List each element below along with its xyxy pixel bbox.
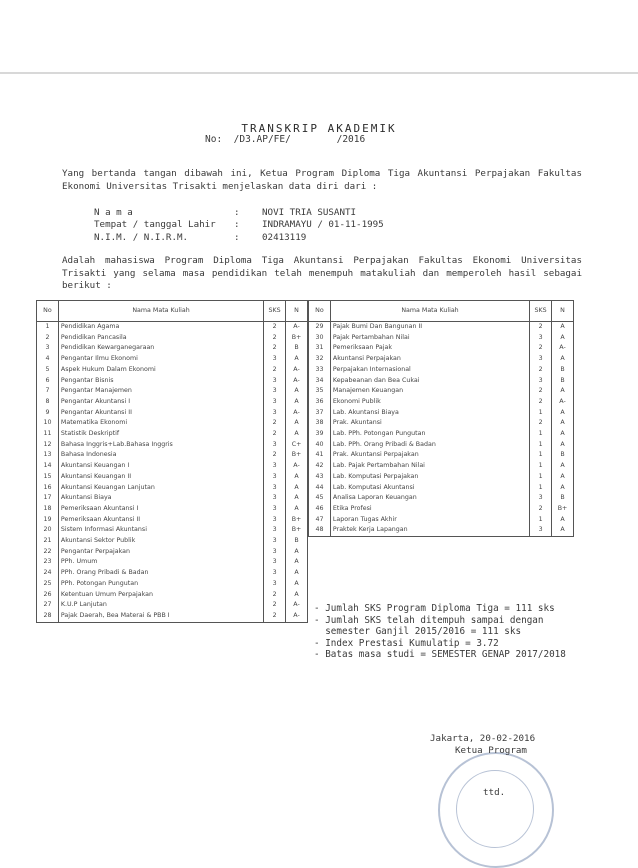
course-row — [37, 333, 308, 344]
course-grade: A- — [286, 408, 308, 419]
course-name: Akuntansi Keuangan I — [58, 461, 263, 472]
course-grade: B+ — [286, 333, 308, 344]
course-grade: A — [552, 354, 574, 365]
course-grade: B — [552, 493, 574, 504]
course-row — [309, 343, 574, 354]
course-row — [309, 504, 574, 515]
course-row — [37, 429, 308, 440]
course-name: Manajemen Keuangan — [330, 386, 529, 397]
course-sks: 3 — [264, 515, 286, 526]
course-sks: 2 — [530, 418, 552, 429]
course-row — [37, 590, 308, 601]
course-name: PPh. Potongan Pungutan — [58, 579, 263, 590]
course-name: Ekonomi Publik — [330, 397, 529, 408]
course-row — [37, 493, 308, 504]
blank-top-margin — [0, 0, 638, 72]
course-grade: B+ — [286, 515, 308, 526]
course-sks: 2 — [264, 343, 286, 354]
course-row — [37, 376, 308, 387]
course-no: 38 — [309, 418, 331, 429]
course-no: 12 — [37, 440, 59, 451]
document-number-value: /D3.AP/FE/ — [233, 134, 291, 145]
identity-value-name: NOVI TRIA SUSANTI — [262, 207, 357, 218]
course-name: Laporan Tugas Akhir — [330, 515, 529, 526]
course-no: 42 — [309, 461, 331, 472]
course-row — [309, 322, 574, 333]
course-row — [37, 322, 308, 333]
course-grade: A — [286, 386, 308, 397]
course-no: 25 — [37, 579, 59, 590]
course-no: 21 — [37, 536, 59, 547]
course-sks: 3 — [264, 440, 286, 451]
course-row — [37, 418, 308, 429]
course-no: 48 — [309, 525, 331, 536]
identity-label-birth: Tempat / tanggal Lahir — [94, 219, 216, 230]
course-row — [37, 568, 308, 579]
course-grade: C+ — [286, 440, 308, 451]
course-name: Pemeriksaan Pajak — [330, 343, 529, 354]
header-course: Nama Mata Kuliah — [58, 301, 263, 322]
course-row — [309, 365, 574, 376]
course-no: 20 — [37, 525, 59, 536]
course-no: 5 — [37, 365, 59, 376]
course-grade: A- — [552, 397, 574, 408]
course-name: K.U.P Lanjutan — [58, 600, 263, 611]
course-no: 16 — [37, 483, 59, 494]
course-row — [309, 354, 574, 365]
course-name: Etika Profesi — [330, 504, 529, 515]
summary-total-sks: - Jumlah SKS Program Diploma Tiga = 111 sks — [314, 603, 555, 614]
course-no: 27 — [37, 600, 59, 611]
course-sks: 3 — [264, 504, 286, 515]
course-row — [37, 579, 308, 590]
course-sks: 2 — [530, 386, 552, 397]
course-name: Lab. Komputasi Perpajakan — [330, 472, 529, 483]
course-row — [309, 515, 574, 526]
course-sks: 3 — [264, 408, 286, 419]
course-grade: A — [286, 493, 308, 504]
course-no: 40 — [309, 440, 331, 451]
scan-edge-line — [0, 72, 638, 74]
course-name: Pajak Pertambahan Nilai — [330, 333, 529, 344]
header-course: Nama Mata Kuliah — [330, 301, 529, 322]
document-number-label: No: — [205, 134, 223, 145]
course-row — [309, 461, 574, 472]
document-number — [205, 134, 365, 145]
course-grade: A — [552, 525, 574, 536]
course-sks: 1 — [530, 408, 552, 419]
course-name: Akuntansi Perpajakan — [330, 354, 529, 365]
course-grade: A — [286, 547, 308, 558]
course-sks: 1 — [530, 440, 552, 451]
course-grade: A- — [286, 322, 308, 333]
course-row — [37, 611, 308, 622]
course-name: Pengantar Bisnis — [58, 376, 263, 387]
document-title: TRANSKRIP AKADEMIK — [241, 122, 397, 135]
header-no: No — [309, 301, 331, 322]
signature-place-date: Jakarta, 20-02-2016 — [430, 733, 536, 744]
course-no: 14 — [37, 461, 59, 472]
course-grade: A- — [552, 343, 574, 354]
signature-position: Ketua Program — [455, 745, 527, 756]
header-grade: N — [286, 301, 308, 322]
course-row — [309, 386, 574, 397]
course-sks: 2 — [264, 365, 286, 376]
course-no: 30 — [309, 333, 331, 344]
course-sks: 3 — [264, 386, 286, 397]
summary-gpa: - Index Prestasi Kumulatip = 3.72 — [314, 637, 499, 649]
course-grade: A — [286, 590, 308, 601]
course-name: Pendidikan Pancasila — [58, 333, 263, 344]
course-grade: A — [286, 429, 308, 440]
transcript-table-left — [36, 300, 308, 623]
course-grade: A — [552, 408, 574, 419]
course-grade: A — [552, 322, 574, 333]
course-row — [309, 525, 574, 536]
course-name: Lab. Pajak Pertambahan Nilai — [330, 461, 529, 472]
course-no: 23 — [37, 557, 59, 568]
course-grade: B — [286, 536, 308, 547]
course-no: 35 — [309, 386, 331, 397]
course-name: Pengantar Perpajakan — [58, 547, 263, 558]
course-no: 4 — [37, 354, 59, 365]
course-row — [37, 504, 308, 515]
course-no: 1 — [37, 322, 59, 333]
course-no: 19 — [37, 515, 59, 526]
course-grade: A — [286, 418, 308, 429]
course-grade: A — [286, 557, 308, 568]
course-sks: 2 — [530, 322, 552, 333]
course-grade: A — [552, 440, 574, 451]
course-sks: 2 — [264, 611, 286, 622]
course-no: 36 — [309, 397, 331, 408]
course-name: Akuntansi Biaya — [58, 493, 263, 504]
course-row — [37, 557, 308, 568]
course-row — [309, 408, 574, 419]
course-no: 45 — [309, 493, 331, 504]
course-no: 7 — [37, 386, 59, 397]
course-no: 6 — [37, 376, 59, 387]
course-row — [37, 408, 308, 419]
course-grade: A — [286, 472, 308, 483]
course-no: 18 — [37, 504, 59, 515]
course-grade: A- — [286, 365, 308, 376]
identity-value-nim: 02413119 — [262, 232, 307, 243]
transcript-table-right — [308, 300, 574, 537]
course-sks: 3 — [264, 483, 286, 494]
course-no: 10 — [37, 418, 59, 429]
course-row — [37, 365, 308, 376]
course-name: Pengantar Akuntansi II — [58, 408, 263, 419]
course-name: Bahasa Indonesia — [58, 450, 263, 461]
course-sks: 2 — [530, 504, 552, 515]
course-sks: 1 — [530, 429, 552, 440]
course-name: Ketentuan Umum Perpajakan — [58, 590, 263, 601]
course-sks: 2 — [264, 450, 286, 461]
statement-paragraph: Adalah mahasiswa Program Diploma Tiga Akuntansi Perpajakan Fakultas Ekonomi Universitas Trisakti yang selama masa pendidikan telah menempuh matakuliah dan memperoleh hasil sebagai berikut : — [62, 255, 582, 291]
identity-label-name: N a m a — [94, 207, 133, 218]
course-no: 37 — [309, 408, 331, 419]
course-name: Akuntansi Keuangan II — [58, 472, 263, 483]
course-no: 39 — [309, 429, 331, 440]
course-no: 3 — [37, 343, 59, 354]
course-row — [309, 429, 574, 440]
course-sks: 1 — [530, 472, 552, 483]
course-sks: 1 — [530, 515, 552, 526]
course-no: 8 — [37, 397, 59, 408]
course-row — [37, 536, 308, 547]
course-grade: A — [286, 504, 308, 515]
course-row — [37, 472, 308, 483]
course-grade: A — [286, 397, 308, 408]
course-row — [37, 461, 308, 472]
course-name: Kepabeanan dan Bea Cukai — [330, 376, 529, 387]
course-no: 22 — [37, 547, 59, 558]
course-no: 29 — [309, 322, 331, 333]
course-name: Pendidikan Agama — [58, 322, 263, 333]
course-name: Praktek Kerja Lapangan — [330, 525, 529, 536]
course-row — [309, 418, 574, 429]
course-sks: 3 — [264, 376, 286, 387]
course-grade: A — [552, 472, 574, 483]
course-name: Pemeriksaan Akuntansi II — [58, 515, 263, 526]
course-sks: 3 — [264, 536, 286, 547]
course-grade: A — [552, 461, 574, 472]
course-grade: A- — [286, 461, 308, 472]
course-row — [37, 450, 308, 461]
course-grade: B — [286, 343, 308, 354]
course-name: Pajak Daerah, Bea Materai & PBB I — [58, 611, 263, 622]
course-grade: A — [552, 483, 574, 494]
course-grade: B — [552, 450, 574, 461]
header-sks: SKS — [264, 301, 286, 322]
summary-taken-sks-1: - Jumlah SKS telah ditempuh sampai dengan — [314, 614, 544, 626]
course-name: Lab. Akuntansi Biaya — [330, 408, 529, 419]
course-sks: 2 — [264, 600, 286, 611]
course-no: 26 — [37, 590, 59, 601]
course-sks: 3 — [530, 333, 552, 344]
course-name: PPh. Umum — [58, 557, 263, 568]
course-sks: 2 — [264, 429, 286, 440]
course-row — [37, 440, 308, 451]
course-row — [37, 397, 308, 408]
course-no: 13 — [37, 450, 59, 461]
course-sks: 2 — [264, 590, 286, 601]
course-grade: A — [286, 483, 308, 494]
course-row — [309, 483, 574, 494]
course-no: 43 — [309, 472, 331, 483]
course-name: Lab. PPh. Orang Pribadi & Badan — [330, 440, 529, 451]
course-name: Pemeriksaan Akuntansi I — [58, 504, 263, 515]
course-no: 31 — [309, 343, 331, 354]
course-sks: 3 — [530, 354, 552, 365]
course-name: Akuntansi Sektor Publik — [58, 536, 263, 547]
course-sks: 3 — [264, 461, 286, 472]
course-grade: A — [552, 386, 574, 397]
document-number-year: /2016 — [336, 134, 366, 145]
course-grade: A- — [286, 611, 308, 622]
course-name: Akuntansi Keuangan Lanjutan — [58, 483, 263, 494]
course-row — [309, 472, 574, 483]
course-sks: 2 — [530, 365, 552, 376]
course-name: Prak. Akuntansi Perpajakan — [330, 450, 529, 461]
course-sks: 2 — [530, 397, 552, 408]
course-sks: 2 — [530, 343, 552, 354]
course-sks: 3 — [530, 525, 552, 536]
course-no: 17 — [37, 493, 59, 504]
course-sks: 3 — [264, 493, 286, 504]
course-row — [309, 333, 574, 344]
course-no: 47 — [309, 515, 331, 526]
course-no: 41 — [309, 450, 331, 461]
course-row — [37, 600, 308, 611]
header-no: No — [37, 301, 59, 322]
official-stamp — [438, 752, 554, 868]
header-sks: SKS — [530, 301, 552, 322]
summary-study-limit: - Batas masa studi = SEMESTER GENAP 2017/2018 — [314, 649, 566, 661]
course-grade: A — [286, 354, 308, 365]
course-sks: 3 — [264, 568, 286, 579]
summary-block — [314, 603, 566, 661]
course-sks: 3 — [264, 557, 286, 568]
course-name: Lab. Komputasi Akuntansi — [330, 483, 529, 494]
course-row — [309, 450, 574, 461]
course-row — [37, 483, 308, 494]
course-sks: 3 — [530, 376, 552, 387]
course-row — [37, 343, 308, 354]
course-no: 2 — [37, 333, 59, 344]
course-grade: A — [552, 429, 574, 440]
course-name: Pengantar Akuntansi I — [58, 397, 263, 408]
course-sks: 3 — [264, 525, 286, 536]
course-name: Sistem Informasi Akuntansi — [58, 525, 263, 536]
course-name: Statistik Deskriptif — [58, 429, 263, 440]
signature-mark: ttd. — [483, 787, 506, 798]
course-name: PPh. Orang Pribadi & Badan — [58, 568, 263, 579]
course-sks: 2 — [264, 333, 286, 344]
course-sks: 1 — [530, 461, 552, 472]
course-row — [309, 493, 574, 504]
course-no: 44 — [309, 483, 331, 494]
course-sks: 2 — [264, 322, 286, 333]
course-name: Matematika Ekonomi — [58, 418, 263, 429]
course-no: 11 — [37, 429, 59, 440]
course-row — [309, 376, 574, 387]
course-no: 9 — [37, 408, 59, 419]
course-sks: 3 — [264, 547, 286, 558]
course-grade: A- — [286, 376, 308, 387]
course-no: 33 — [309, 365, 331, 376]
course-name: Perpajakan Internasional — [330, 365, 529, 376]
course-sks: 3 — [530, 493, 552, 504]
course-sks: 3 — [264, 397, 286, 408]
course-row — [37, 386, 308, 397]
course-no: 15 — [37, 472, 59, 483]
course-grade: B+ — [286, 450, 308, 461]
course-no: 46 — [309, 504, 331, 515]
course-grade: A — [286, 579, 308, 590]
intro-paragraph: Yang bertanda tangan dibawah ini, Ketua Program Diploma Tiga Akuntansi Perpajakan Fakultas Ekonomi Universitas Trisakti menjelaskan data diri dari : — [62, 168, 582, 192]
course-sks: 3 — [264, 354, 286, 365]
course-no: 34 — [309, 376, 331, 387]
course-row — [309, 440, 574, 451]
course-grade: A — [552, 515, 574, 526]
course-grade: A — [552, 333, 574, 344]
summary-taken-sks-2: semester Ganjil 2015/2016 = 111 sks — [314, 626, 522, 638]
course-grade: A- — [286, 600, 308, 611]
course-name: Prak. Akuntansi — [330, 418, 529, 429]
header-grade: N — [552, 301, 574, 322]
course-grade: B+ — [286, 525, 308, 536]
course-grade: B — [552, 365, 574, 376]
course-no: 24 — [37, 568, 59, 579]
course-name: Pengantar Ilmu Ekonomi — [58, 354, 263, 365]
course-name: Lab. PPh. Potongan Pungutan — [330, 429, 529, 440]
course-name: Pengantar Manajemen — [58, 386, 263, 397]
course-sks: 3 — [264, 579, 286, 590]
identity-label-nim: N.I.M. / N.I.R.M. — [94, 232, 189, 243]
course-grade: B+ — [552, 504, 574, 515]
course-sks: 2 — [264, 418, 286, 429]
course-no: 32 — [309, 354, 331, 365]
course-name: Pajak Bumi Dan Bangunan II — [330, 322, 529, 333]
course-no: 28 — [37, 611, 59, 622]
course-row — [37, 547, 308, 558]
course-grade: A — [552, 418, 574, 429]
course-row — [37, 525, 308, 536]
course-grade: A — [286, 568, 308, 579]
course-sks: 1 — [530, 483, 552, 494]
course-sks: 3 — [264, 472, 286, 483]
course-name: Analisa Laporan Keuangan — [330, 493, 529, 504]
course-name: Aspek Hukum Dalam Ekonomi — [58, 365, 263, 376]
course-name: Pendidikan Kewarganegaraan — [58, 343, 263, 354]
course-row — [37, 354, 308, 365]
course-grade: B — [552, 376, 574, 387]
course-row — [309, 397, 574, 408]
course-name: Bahasa Inggris+Lab.Bahasa Inggris — [58, 440, 263, 451]
course-sks: 1 — [530, 450, 552, 461]
identity-value-birth: INDRAMAYU / 01-11-1995 — [262, 219, 384, 230]
course-row — [37, 515, 308, 526]
